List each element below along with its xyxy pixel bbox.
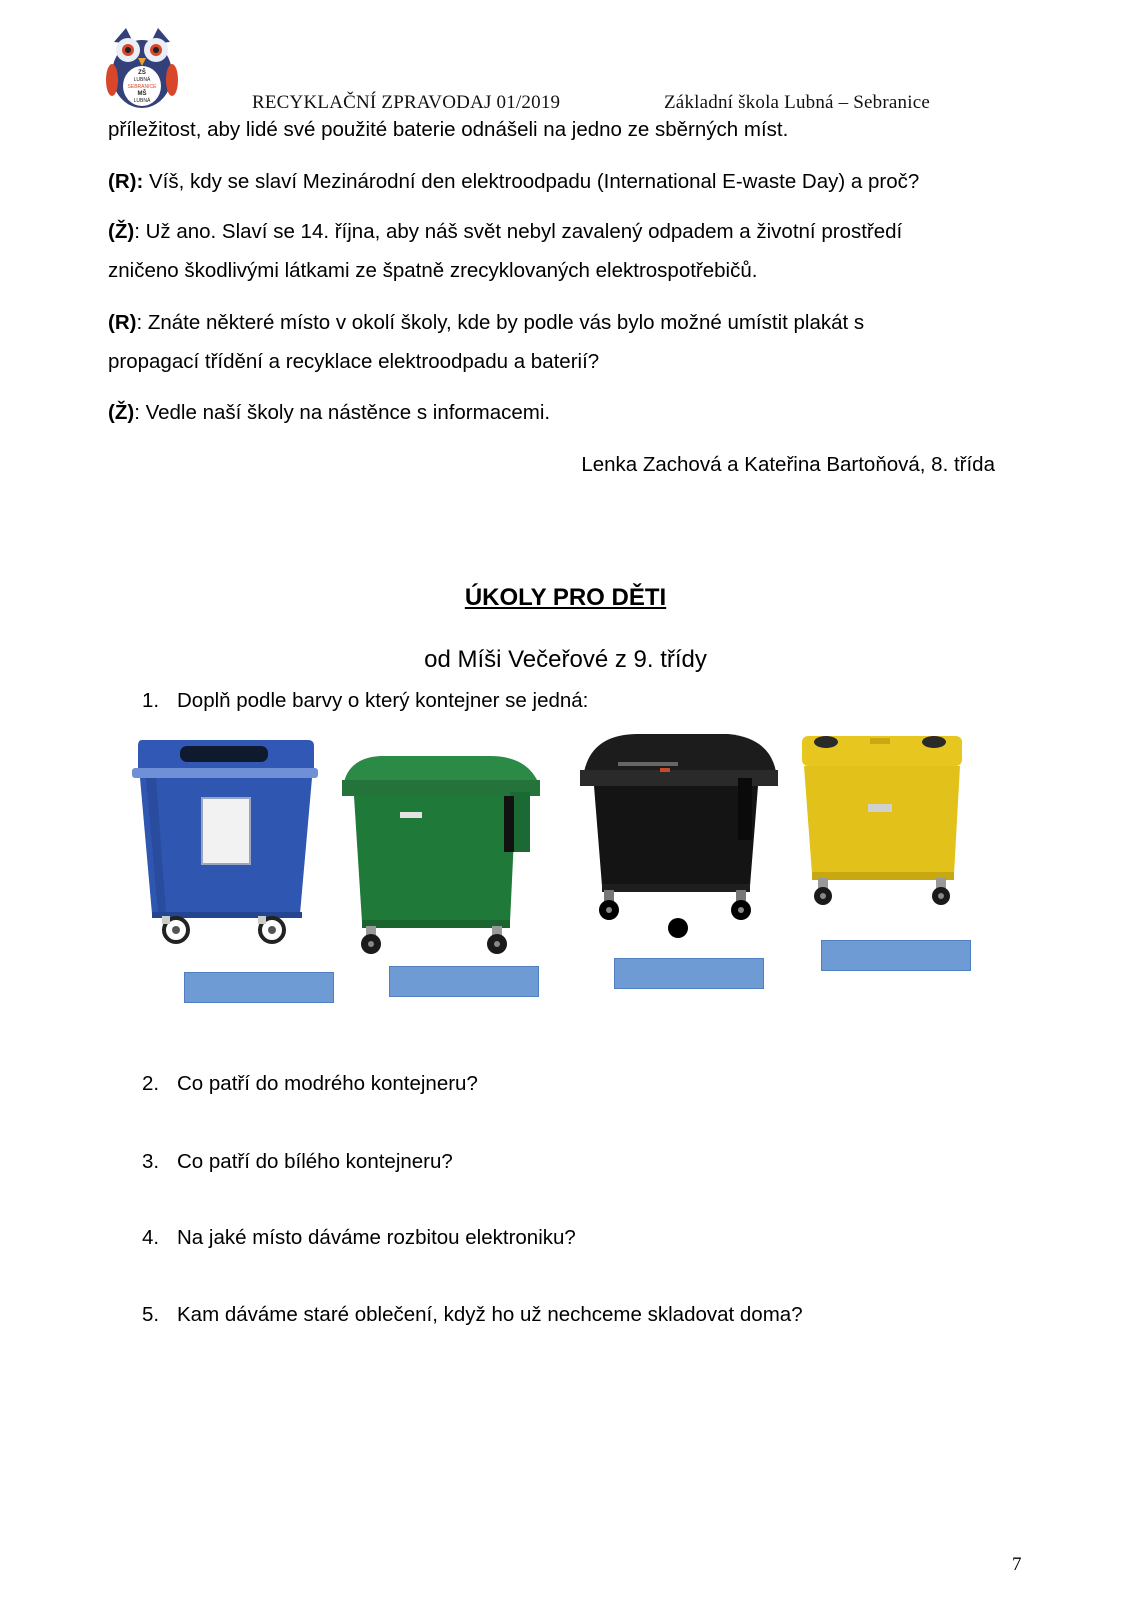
- school-name: Základní škola Lubná – Sebranice: [664, 92, 930, 113]
- question-text: : Znáte některé místo v okolí školy, kde by podle vás bylo možné umístit plakát s: [136, 311, 865, 334]
- page-number: 7: [1012, 1554, 1022, 1575]
- black-container-image: [578, 732, 780, 944]
- answer-box-blue[interactable]: [184, 972, 334, 1003]
- question-r2: [108, 311, 864, 335]
- question-r2-cont: propagací třídění a recyklace elektroodpadu a baterií?: [108, 350, 600, 373]
- question-number: 2.: [142, 1072, 160, 1095]
- question-text: Co patří do modrého kontejneru?: [177, 1072, 478, 1095]
- answer-box-black[interactable]: [614, 958, 764, 989]
- question-r1: [108, 170, 919, 194]
- speaker-tag: (Ž): [108, 401, 135, 424]
- section-subtitle: od Míši Večeřové z 9. třídy: [424, 646, 707, 673]
- interview-line: příležitost, aby lidé své použité baterie odnášeli na jedno ze sběrných míst.: [108, 118, 789, 141]
- yellow-container-image: [800, 730, 966, 910]
- svg-text:ZŠ: ZŠ: [138, 70, 146, 76]
- green-container-image: [340, 752, 544, 958]
- answer-text: : Už ano. Slaví se 14. října, aby náš svět nebyl zavalený odpadem a životní prostředí: [134, 220, 903, 243]
- speaker-tag: (R):: [108, 170, 144, 193]
- speaker-tag: (Ž): [108, 220, 135, 243]
- answer-z2: [108, 401, 550, 425]
- answer-z1: [108, 220, 902, 244]
- question-number: 3.: [142, 1150, 160, 1173]
- answer-box-green[interactable]: [389, 966, 539, 997]
- section-title: ÚKOLY PRO DĚTI: [464, 584, 667, 611]
- speaker-tag: (R): [108, 311, 137, 334]
- answer-box-yellow[interactable]: [821, 940, 971, 971]
- question-text: Kam dáváme staré oblečení, když ho už nechceme skladovat doma?: [177, 1303, 803, 1326]
- question-text: Na jaké místo dáváme rozbitou elektroniku?: [177, 1226, 576, 1249]
- svg-text:MŠ: MŠ: [137, 91, 147, 97]
- school-owl-logo: [104, 24, 180, 110]
- svg-text:SEBRANICE: SEBRANICE: [127, 84, 157, 90]
- question-text: Co patří do bílého kontejneru?: [177, 1150, 453, 1173]
- answer-text: : Vedle naší školy na nástěnce s informacemi.: [134, 401, 551, 424]
- article-authors: Lenka Zachová a Kateřina Bartoňová, 8. třída: [581, 453, 995, 476]
- svg-text:LUBNÁ: LUBNÁ: [133, 77, 151, 83]
- blue-container-image: [132, 736, 322, 948]
- question-number: 5.: [142, 1303, 160, 1326]
- answer-z1-cont: zničeno škodlivými látkami ze špatně zrecyklovaných elektrospotřebičů.: [108, 259, 758, 282]
- question-text: Víš, kdy se slaví Mezinárodní den elektroodpadu (International E-waste Day) a proč?: [143, 170, 920, 193]
- question-number: 1.: [142, 689, 160, 712]
- newsletter-title: RECYKLAČNÍ ZPRAVODAJ 01/2019: [252, 92, 561, 113]
- question-number: 4.: [142, 1226, 160, 1249]
- question-text: Doplň podle barvy o který kontejner se jedná:: [177, 689, 589, 712]
- svg-text:LUBNÁ: LUBNÁ: [133, 98, 151, 104]
